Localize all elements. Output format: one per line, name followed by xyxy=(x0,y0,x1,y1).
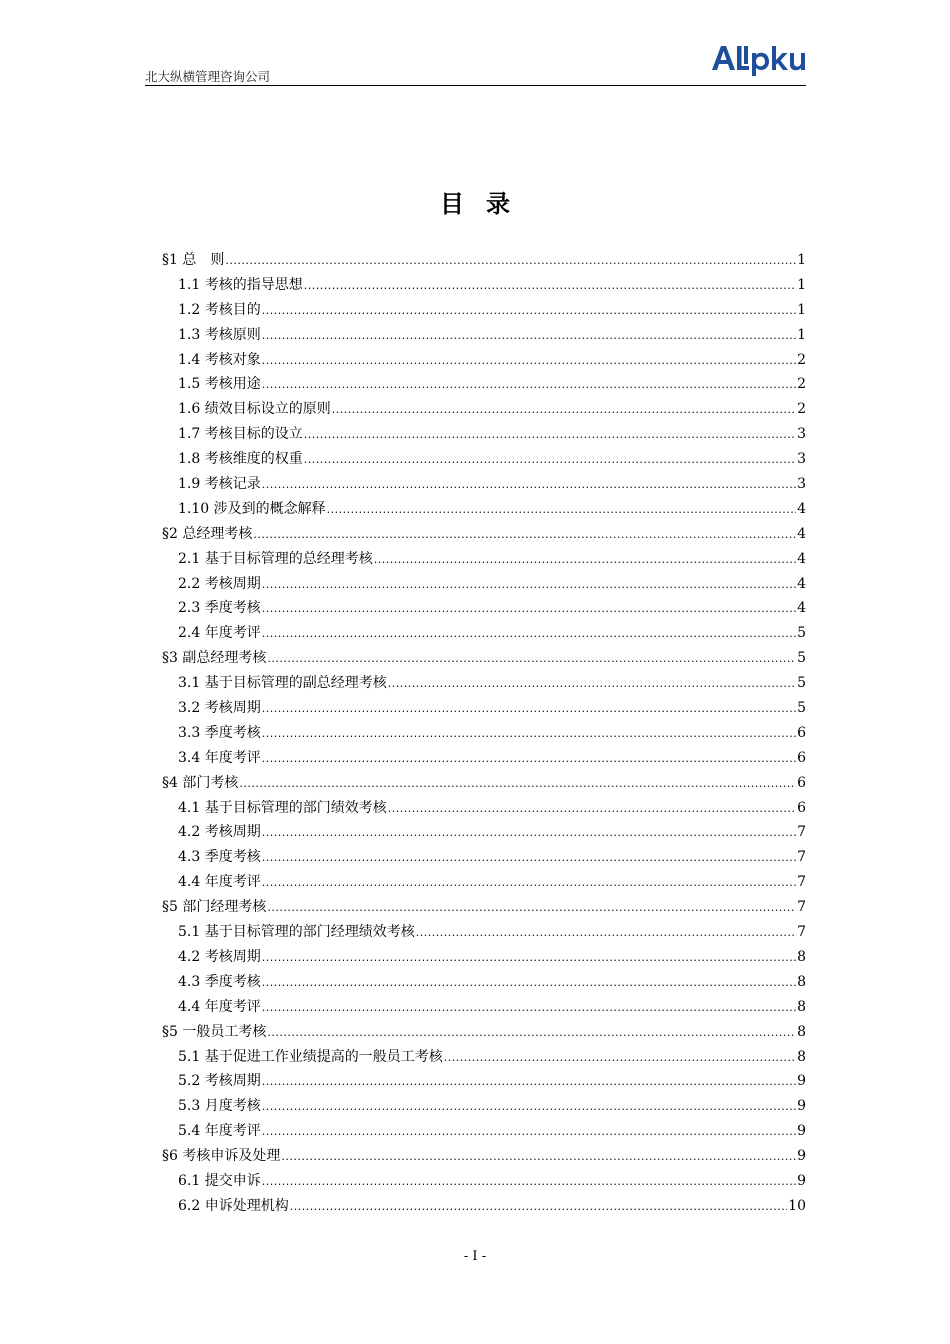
toc-entry-label: 1.4 考核对象 xyxy=(178,351,261,368)
toc-entry[interactable] xyxy=(162,299,806,324)
toc-entry[interactable] xyxy=(162,473,806,498)
toc-dot-leader xyxy=(262,1125,796,1138)
toc-title: 目录 xyxy=(440,190,532,218)
toc-entry-label: 4.3 季度考核 xyxy=(178,973,261,990)
toc-entry[interactable] xyxy=(162,946,806,971)
toc-entry-page: 2 xyxy=(797,376,806,393)
toc-entry[interactable] xyxy=(162,797,806,822)
toc-dot-leader xyxy=(262,1175,796,1188)
toc-entry-label: 6.1 提交申诉 xyxy=(178,1172,261,1189)
toc-entry-label: 1.9 考核记录 xyxy=(178,476,261,493)
toc-dot-leader xyxy=(388,802,796,815)
toc-dot-leader xyxy=(262,1001,796,1014)
toc-entry-label: 5.1 基于目标管理的部门经理绩效考核 xyxy=(178,924,415,941)
toc-entry[interactable] xyxy=(162,398,806,423)
toc-entry-label: 4.1 基于目标管理的部门绩效考核 xyxy=(178,799,387,816)
toc-entry-label: 3.3 季度考核 xyxy=(178,724,261,741)
toc-dot-leader xyxy=(253,528,796,541)
toc-dot-leader xyxy=(262,876,796,889)
toc-dot-leader xyxy=(262,727,796,740)
toc-dot-leader xyxy=(332,403,796,416)
toc-entry[interactable] xyxy=(162,821,806,846)
toc-dot-leader xyxy=(262,1100,796,1113)
toc-dot-leader xyxy=(262,627,796,640)
toc-entry-label: §5 一般员工考核 xyxy=(162,1023,267,1040)
toc-entry-page: 8 xyxy=(797,1023,806,1040)
toc-entry-label: 5.1 基于促进工作业绩提高的一般员工考核 xyxy=(178,1048,443,1065)
toc-dot-leader xyxy=(225,254,796,267)
toc-entry[interactable] xyxy=(162,548,806,573)
toc-dot-leader xyxy=(262,378,796,391)
toc-entry-page: 9 xyxy=(797,1148,806,1165)
toc-entry-label: §4 部门考核 xyxy=(162,774,239,791)
toc-dot-leader xyxy=(374,553,796,566)
allpku-logo xyxy=(710,40,825,76)
toc-entry-label: 1.2 考核目的 xyxy=(178,301,261,318)
toc-entry-page: 7 xyxy=(797,899,806,916)
toc-dot-leader xyxy=(262,1075,796,1088)
toc-dot-leader xyxy=(267,652,796,665)
toc-entry-page: 5 xyxy=(797,700,806,717)
toc-dot-leader xyxy=(262,752,796,765)
toc-entry-label: 4.4 年度考评 xyxy=(178,998,261,1015)
toc-entry-page: 7 xyxy=(797,924,806,941)
toc-entry[interactable] xyxy=(162,672,806,697)
toc-entry-page: 4 xyxy=(797,500,806,517)
toc-entry-label: 1.6 绩效目标设立的原则 xyxy=(178,401,331,418)
toc-entry[interactable] xyxy=(162,324,806,349)
toc-dot-leader xyxy=(388,677,796,690)
toc-entry[interactable] xyxy=(162,1095,806,1120)
toc-dot-leader xyxy=(327,503,796,516)
toc-entry[interactable] xyxy=(162,747,806,772)
toc-entry-page: 9 xyxy=(797,1098,806,1115)
toc-dot-leader xyxy=(304,279,796,292)
toc-entry-label: 1.8 考核维度的权重 xyxy=(178,451,303,468)
toc-entry-label: 5.3 月度考核 xyxy=(178,1098,261,1115)
toc-entry-label: 3.2 考核周期 xyxy=(178,700,261,717)
toc-dot-leader xyxy=(444,1051,796,1064)
toc-entry-page: 10 xyxy=(788,1197,806,1214)
toc-entry[interactable] xyxy=(162,373,806,398)
toc-dot-leader xyxy=(262,329,796,342)
toc-entry-label: 2.3 季度考核 xyxy=(178,600,261,617)
toc-dot-leader xyxy=(262,354,796,367)
toc-entry-label: 4.2 考核周期 xyxy=(178,824,261,841)
toc-entry[interactable] xyxy=(162,871,806,896)
toc-entry-label: §6 考核申诉及处理 xyxy=(162,1148,281,1165)
toc-entry-label: 1.10 涉及到的概念解释 xyxy=(178,500,326,517)
toc-entry-page: 5 xyxy=(797,650,806,667)
toc-entry-page: 8 xyxy=(797,948,806,965)
toc-entry-page: 8 xyxy=(797,998,806,1015)
toc-entry-label: 4.3 季度考核 xyxy=(178,849,261,866)
toc-entry-label: 2.1 基于目标管理的总经理考核 xyxy=(178,550,373,567)
toc-entry-page: 1 xyxy=(797,252,806,268)
toc-entry-page: 7 xyxy=(797,874,806,891)
toc-entry-label: 1.3 考核原则 xyxy=(178,326,261,343)
toc-entry-label: 4.2 考核周期 xyxy=(178,948,261,965)
toc-entry-page: 8 xyxy=(797,1048,806,1065)
toc-entry[interactable] xyxy=(162,498,806,523)
toc-dot-leader xyxy=(262,304,796,317)
toc-entry-label: 6.2 申诉处理机构 xyxy=(178,1197,289,1214)
toc-dot-leader xyxy=(262,951,796,964)
toc-entry[interactable] xyxy=(162,971,806,996)
header-rule xyxy=(145,85,806,86)
header-company-name: 北大纵横管理咨询公司 xyxy=(145,69,271,84)
toc-entry[interactable] xyxy=(162,274,806,299)
toc-entry[interactable] xyxy=(162,1170,806,1195)
toc-dot-leader xyxy=(267,901,796,914)
toc-dot-leader xyxy=(304,428,796,441)
toc-entry-page: 6 xyxy=(797,774,806,791)
toc-entry[interactable] xyxy=(162,1070,806,1095)
toc-entry-label: 1.1 考核的指导思想 xyxy=(178,276,303,293)
toc-entry-page: 1 xyxy=(797,326,806,343)
toc-entry[interactable] xyxy=(162,846,806,871)
toc-entry-page: 8 xyxy=(797,973,806,990)
table-of-contents xyxy=(162,249,806,1220)
toc-dot-leader xyxy=(262,826,796,839)
toc-dot-leader xyxy=(290,1200,787,1213)
toc-entry[interactable] xyxy=(162,349,806,374)
toc-entry[interactable] xyxy=(162,647,806,672)
toc-dot-leader xyxy=(262,602,796,615)
toc-dot-leader xyxy=(416,926,796,939)
toc-entry-label: §3 副总经理考核 xyxy=(162,650,267,667)
toc-entry[interactable] xyxy=(162,896,806,921)
toc-dot-leader xyxy=(267,1026,796,1039)
toc-entry[interactable] xyxy=(162,722,806,747)
toc-entry-page: 1 xyxy=(797,301,806,318)
toc-entry-page: 5 xyxy=(797,675,806,692)
toc-entry-page: 4 xyxy=(797,575,806,592)
toc-entry-label: 5.2 考核周期 xyxy=(178,1073,261,1090)
toc-entry[interactable] xyxy=(162,1195,806,1220)
toc-dot-leader xyxy=(262,578,796,591)
toc-entry-page: 6 xyxy=(797,799,806,816)
toc-entry-page: 3 xyxy=(797,426,806,443)
page-number: - I - xyxy=(463,1249,487,1264)
toc-entry-label: §1 总 则 xyxy=(162,252,225,268)
toc-entry-label: 3.4 年度考评 xyxy=(178,749,261,766)
toc-entry-label: 3.1 基于目标管理的副总经理考核 xyxy=(178,675,387,692)
toc-entry-page: 9 xyxy=(797,1073,806,1090)
toc-dot-leader xyxy=(239,777,796,790)
toc-entry-label: 5.4 年度考评 xyxy=(178,1123,261,1140)
toc-entry-page: 7 xyxy=(797,849,806,866)
toc-entry[interactable] xyxy=(162,772,806,797)
toc-entry-label: 2.2 考核周期 xyxy=(178,575,261,592)
toc-entry-page: 4 xyxy=(797,600,806,617)
toc-entry[interactable] xyxy=(162,1145,806,1170)
toc-entry[interactable] xyxy=(162,1046,806,1071)
toc-entry-page: 6 xyxy=(797,749,806,766)
toc-entry-page: 9 xyxy=(797,1123,806,1140)
toc-entry[interactable] xyxy=(162,423,806,448)
toc-entry-page: 2 xyxy=(797,401,806,418)
toc-entry[interactable] xyxy=(162,448,806,473)
toc-entry-label: §2 总经理考核 xyxy=(162,525,253,542)
toc-entry[interactable] xyxy=(162,573,806,598)
toc-entry-page: 5 xyxy=(797,625,806,642)
toc-dot-leader xyxy=(262,976,796,989)
toc-entry-label: 4.4 年度考评 xyxy=(178,874,261,891)
toc-entry-page: 9 xyxy=(797,1172,806,1189)
toc-dot-leader xyxy=(281,1150,796,1163)
toc-entry[interactable] xyxy=(162,996,806,1021)
toc-entry[interactable] xyxy=(162,921,806,946)
toc-entry-page: 2 xyxy=(797,351,806,368)
toc-dot-leader xyxy=(262,478,796,491)
toc-entry[interactable] xyxy=(162,1021,806,1046)
toc-entry-page: 3 xyxy=(797,476,806,493)
toc-entry[interactable] xyxy=(162,523,806,548)
toc-entry-page: 1 xyxy=(797,276,806,293)
toc-entry[interactable] xyxy=(162,1120,806,1145)
toc-entry-page: 4 xyxy=(797,525,806,542)
toc-entry-page: 7 xyxy=(797,824,806,841)
toc-entry[interactable] xyxy=(162,622,806,647)
toc-entry[interactable] xyxy=(162,697,806,722)
toc-entry-label: 2.4 年度考评 xyxy=(178,625,261,642)
toc-entry[interactable] xyxy=(162,597,806,622)
toc-dot-leader xyxy=(262,851,796,864)
toc-entry[interactable] xyxy=(162,249,806,274)
toc-entry-label: 1.5 考核用途 xyxy=(178,376,261,393)
toc-entry-page: 6 xyxy=(797,724,806,741)
toc-dot-leader xyxy=(304,453,796,466)
toc-entry-label: §5 部门经理考核 xyxy=(162,899,267,916)
toc-entry-page: 3 xyxy=(797,451,806,468)
toc-entry-page: 4 xyxy=(797,550,806,567)
toc-entry-label: 1.7 考核目标的设立 xyxy=(178,426,303,443)
toc-dot-leader xyxy=(262,702,796,715)
